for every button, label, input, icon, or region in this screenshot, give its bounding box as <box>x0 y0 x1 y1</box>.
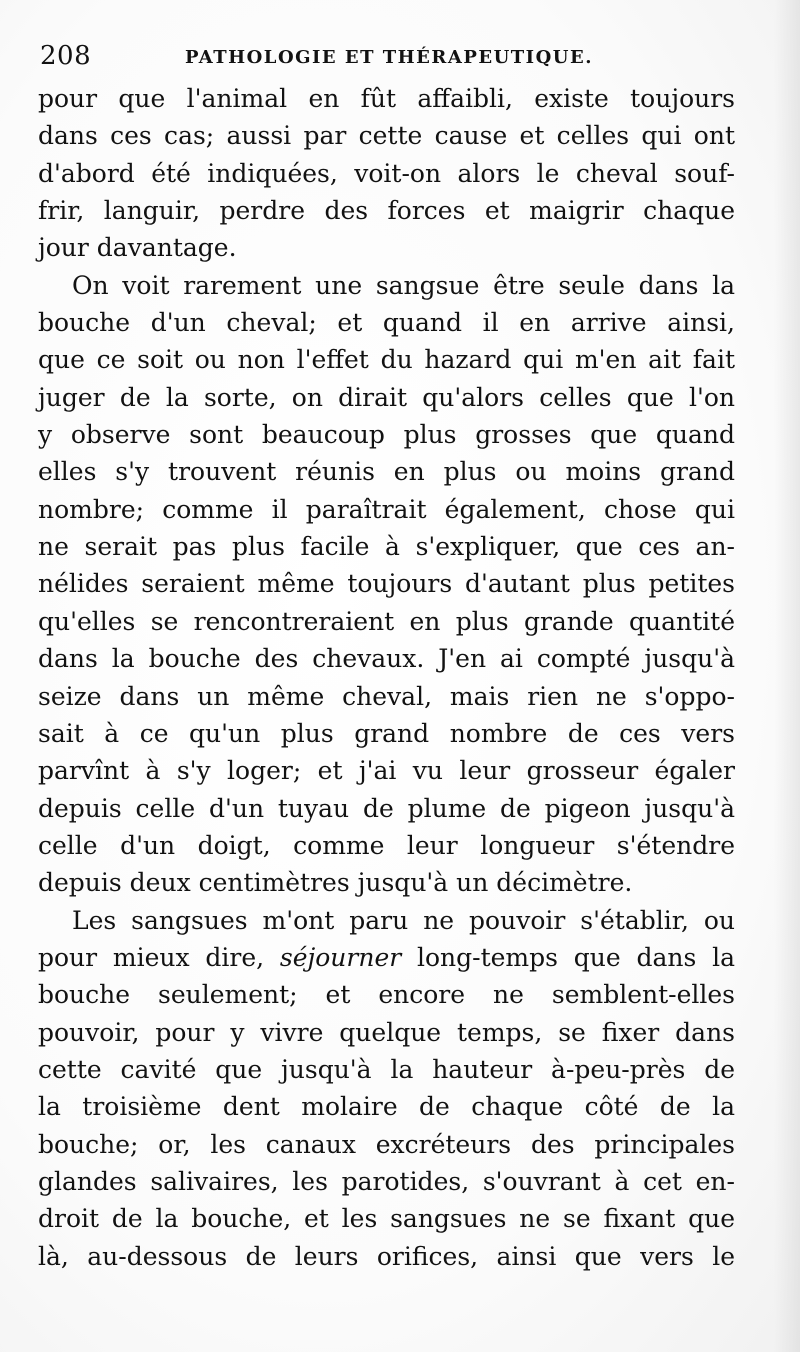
text-line: sait à ce qu'un plus grand nombre de ces vers <box>38 718 735 748</box>
text-line: glandes salivaires, les parotides, s'ouvrant à cet en- <box>38 1166 735 1196</box>
body-text <box>38 80 735 1275</box>
text-line: que ce soit ou non l'effet du hazard qui m'en ait fait <box>38 345 735 375</box>
text-line: pour mieux dire, séjourner long-temps que dans la <box>38 942 735 972</box>
text-line: depuis deux centimètres jusqu'à un décimètre. <box>38 868 633 898</box>
page-number: 208 <box>40 41 92 71</box>
text-line: dans la bouche des chevaux. J'en ai compté jusqu'à <box>38 644 735 674</box>
text-line: cette cavité que jusqu'à la hauteur à-peu-près de <box>38 1054 735 1084</box>
text-line: seize dans un même cheval, mais rien ne s'oppo- <box>38 681 735 711</box>
text-line: nombre; comme il paraîtrait également, chose qui <box>38 494 735 524</box>
text-line: jour davantage. <box>38 233 237 263</box>
text-line: nélides seraient même toujours d'autant plus petites <box>38 569 735 599</box>
text-line: pouvoir, pour y vivre quelque temps, se fixer dans <box>38 1017 735 1047</box>
page-edge-shadow <box>774 0 800 1352</box>
running-head: PATHOLOGIE ET THÉRAPEUTIQUE. <box>185 47 593 68</box>
text-line: là, au-dessous de leurs orifices, ainsi que vers le <box>38 1241 735 1271</box>
text-line: bouche; or, les canaux excréteurs des principales <box>38 1129 735 1159</box>
text-line: elles s'y trouvent réunis en plus ou moins grand <box>38 457 735 487</box>
text-line: y observe sont beaucoup plus grosses que quand <box>38 420 735 450</box>
text-line: ne serait pas plus facile à s'expliquer, que ces an- <box>38 532 735 562</box>
text-line: la troisième dent molaire de chaque côté de la <box>38 1092 735 1122</box>
text-line: Les sangsues m'ont paru ne pouvoir s'établir, ou <box>72 905 735 935</box>
italic-word: séjourner <box>279 942 402 972</box>
text-line: bouche seulement; et encore ne semblent-elles <box>38 980 735 1010</box>
text-line: bouche d'un cheval; et quand il en arrive ainsi, <box>38 308 735 338</box>
text-line: frir, languir, perdre des forces et maigrir chaque <box>38 196 735 226</box>
text-line: depuis celle d'un tuyau de plume de pigeon jusqu'à <box>38 793 735 823</box>
text-line: celle d'un doigt, comme leur longueur s'étendre <box>38 830 735 860</box>
text-line: d'abord été indiquées, voit-on alors le cheval souf- <box>38 158 735 188</box>
text-line: pour que l'animal en fût affaibli, existe toujours <box>38 84 735 113</box>
text-line: dans ces cas; aussi par cette cause et celles qui ont <box>38 121 735 151</box>
text-line: qu'elles se rencontreraient en plus grande quantité <box>38 606 735 636</box>
page-header <box>40 36 740 76</box>
text-line: droit de la bouche, et les sangsues ne se fixant que <box>38 1204 735 1234</box>
text-line: juger de la sorte, on dirait qu'alors celles que l'on <box>38 382 735 412</box>
text-line: On voit rarement une sangsue être seule dans la <box>72 270 735 300</box>
text-line: parvînt à s'y loger; et j'ai vu leur grosseur égaler <box>38 756 735 786</box>
